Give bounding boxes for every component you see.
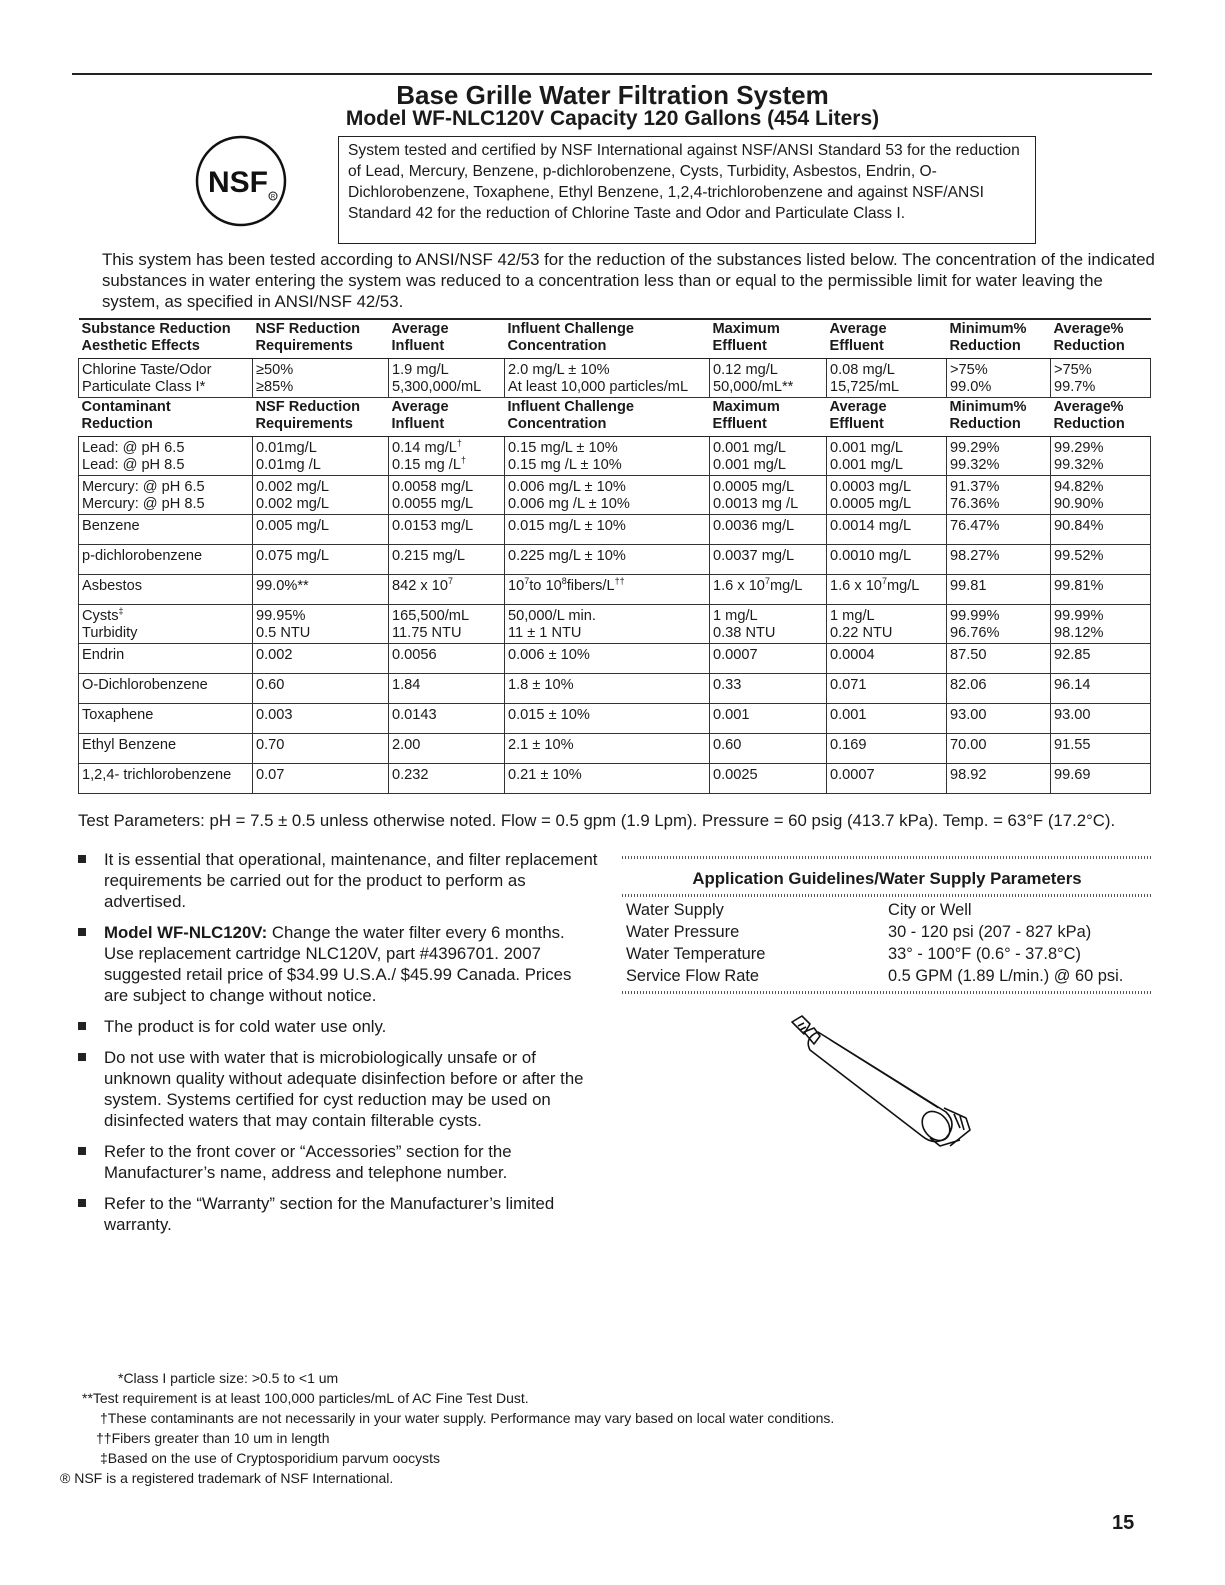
table-cell: p-dichlorobenzene: [79, 545, 253, 575]
table-row: [79, 605, 1151, 644]
page-title: Base Grille Water Filtration System: [396, 80, 829, 110]
list-item: Refer to the “Warranty” section for the Manufacturer’s limited warranty.: [78, 1193, 598, 1235]
guidelines-title: Application Guidelines/Water Supply Parameters: [692, 869, 1082, 888]
nsf-logo-text: NSF: [208, 166, 268, 199]
table-cell: 99.29% 99.32%: [947, 437, 1051, 476]
table-cell: 0.003: [253, 704, 389, 734]
list-item: Do not use with water that is microbiologically unsafe or of unknown quality without adequate disinfection before or after the system. Systems certified for cyst reduction may be used on disinfected waters that may contain filterable cysts.: [78, 1047, 598, 1131]
table-row: [79, 545, 1151, 575]
table-cell: 1,2,4- trichlorobenzene: [79, 764, 253, 794]
table-cell: 0.001: [827, 704, 947, 734]
performance-data-table: [78, 318, 1151, 794]
table-cell: 93.00: [1051, 704, 1151, 734]
table-cell: 0.01mg/L 0.01mg /L: [253, 437, 389, 476]
table-cell: 0.015 ± 10%: [505, 704, 710, 734]
table-cell: 99.99% 98.12%: [1051, 605, 1151, 644]
table-row: [79, 734, 1151, 764]
table-cell: 93.00: [947, 704, 1051, 734]
table-cell: 0.002 mg/L 0.002 mg/L: [253, 476, 389, 515]
divider: [622, 991, 1152, 994]
table-cell: 0.002: [253, 644, 389, 674]
header-cell: Average% Reduction: [1051, 319, 1151, 359]
table-cell: 1.6 x $10^7mg/L$: [710, 575, 827, 605]
table-cell: 0.005 mg/L: [253, 515, 389, 545]
divider: [622, 894, 1152, 897]
table-cell: 91.55: [1051, 734, 1151, 764]
table-cell: Cysts‡ Turbidity: [79, 605, 253, 644]
table-cell: Service Flow Rate: [626, 967, 759, 985]
table-cell: 0.001: [710, 704, 827, 734]
table-cell: 0.169: [827, 734, 947, 764]
footnote: ® NSF is a registered trademark of NSF International.: [60, 1470, 394, 1486]
table-row: [79, 674, 1151, 704]
table-cell: 0.006 ± 10%: [505, 644, 710, 674]
table-cell: O-Dichlorobenzene: [79, 674, 253, 704]
table-cell: 0.0003 mg/L 0.0005 mg/L: [827, 476, 947, 515]
table-cell: 0.071: [827, 674, 947, 704]
table-cell: 0.60: [710, 734, 827, 764]
table-cell: 94.82% 90.90%: [1051, 476, 1151, 515]
table-cell: 30 - 120 psi (207 - 827 kPa): [888, 923, 1092, 941]
table-cell: 0.12 mg/L 50,000/mL**: [710, 359, 827, 398]
table-cell: Lead: @ pH 6.5 Lead: @ pH 8.5: [79, 437, 253, 476]
header-cell: NSF Reduction Requirements: [253, 319, 389, 359]
header-cell: Contaminant Reduction: [79, 398, 253, 437]
list-item: It is essential that operational, maintenance, and filter replacement requirements be carried out for the product to perform as advertised.: [78, 849, 598, 912]
table-cell: 0.07: [253, 764, 389, 794]
table-cell: 0.225 mg/L ± 10%: [505, 545, 710, 575]
table-cell: 99.99% 96.76%: [947, 605, 1051, 644]
table-row: [622, 943, 1152, 965]
table-cell: 99.0%**: [253, 575, 389, 605]
footnote: *Class I particle size: >0.5 to <1 um: [118, 1370, 339, 1386]
table-cell: 99.52%: [1051, 545, 1151, 575]
table-cell: >75% 99.7%: [1051, 359, 1151, 398]
table-row: [79, 575, 1151, 605]
table-cell: 0.006 mg/L ± 10% 0.006 mg /L ± 10%: [505, 476, 710, 515]
table-cell: 99.81%: [1051, 575, 1151, 605]
bullet-icon: [78, 1199, 86, 1207]
application-guidelines: [622, 856, 1152, 994]
table-cell: 1.6 x $10^7mg/L$: [827, 575, 947, 605]
table-cell: 92.85: [1051, 644, 1151, 674]
table-row: [79, 644, 1151, 674]
bullet-icon: [78, 855, 86, 863]
table-cell: 50,000/L min. 11 ± 1 NTU: [505, 605, 710, 644]
table-row: [622, 965, 1152, 987]
table-cell: Benzene: [79, 515, 253, 545]
table-cell: 842 x $10^7$: [389, 575, 505, 605]
table-cell: 91.37% 76.36%: [947, 476, 1051, 515]
header-cell: Maximum Effluent: [710, 319, 827, 359]
table-row: [79, 359, 1151, 398]
table-cell: 0.015 mg/L ± 10%: [505, 515, 710, 545]
model-subtitle: Model WF-NLC120V Capacity 120 Gallons (454 Liters): [345, 107, 880, 130]
table-cell: 99.29% 99.32%: [1051, 437, 1151, 476]
table-cell: 2.1 ± 10%: [505, 734, 710, 764]
header-cell: Minimum% Reduction: [947, 398, 1051, 437]
table-cell: 90.84%: [1051, 515, 1151, 545]
table-cell: 0.0058 mg/L 0.0055 mg/L: [389, 476, 505, 515]
test-parameters: Test Parameters: pH = 7.5 ± 0.5 unless otherwise noted. Flow = 0.5 gpm (1.9 Lpm). Pressure = 60 psig (413.7 kPa). Temp. = 63°F (17.2°C).: [78, 811, 1116, 830]
table-row: [79, 476, 1151, 515]
table-cell: 1 mg/L 0.22 NTU: [827, 605, 947, 644]
table-cell: 98.92: [947, 764, 1051, 794]
table-cell: 0.0025: [710, 764, 827, 794]
table-cell: 0.0153 mg/L: [389, 515, 505, 545]
table-cell: 99.95% 0.5 NTU: [253, 605, 389, 644]
table-cell: 0.21 ± 10%: [505, 764, 710, 794]
header-cell: Maximum Effluent: [710, 398, 827, 437]
table-cell: 0.70: [253, 734, 389, 764]
guidelines-table: [622, 899, 1152, 987]
table-cell: 0.0007: [827, 764, 947, 794]
table-cell: Mercury: @ pH 6.5 Mercury: @ pH 8.5: [79, 476, 253, 515]
certification-box: System tested and certified by NSF International against NSF/ANSI Standard 53 for the reduction of Lead, Mercury, Benzene, p-dichlorobenzene, Cysts, Turbidity, Asbestos, Endrin, O-Dichlorobenzene, Toxaphene, Ethyl Benzene, 1,2,4-trichlorobenzene and against NSF/ANSI Standard 42 for the reduction of Chlorine Taste and Odor and Particulate Class I.: [338, 136, 1036, 244]
table-cell: 0.0010 mg/L: [827, 545, 947, 575]
table-cell: 165,500/mL 11.75 NTU: [389, 605, 505, 644]
bullet-icon: [78, 1147, 86, 1155]
table-cell: 0.33: [710, 674, 827, 704]
table-cell: 0.60: [253, 674, 389, 704]
svg-text:R: R: [270, 194, 276, 201]
table-cell: 0.001 mg/L 0.001 mg/L: [827, 437, 947, 476]
header-cell: Average Effluent: [827, 319, 947, 359]
table-row: [79, 515, 1151, 545]
table-row: [622, 921, 1152, 943]
list-item: Refer to the front cover or “Accessories” section for the Manufacturer’s name, address and telephone number.: [78, 1141, 598, 1183]
table-cell: 70.00: [947, 734, 1051, 764]
table-cell: $10^7to$ $10^8fibers/L^{\dagger\dagger}$: [505, 575, 710, 605]
table-cell: ≥50% ≥85%: [253, 359, 389, 398]
header-cell: Average% Reduction: [1051, 398, 1151, 437]
contaminant-header-row: [79, 398, 1151, 437]
header-cell: Average Influent: [389, 319, 505, 359]
table-row: [79, 764, 1151, 794]
footnote: ‡Based on the use of Cryptosporidium parvum oocysts: [100, 1450, 441, 1466]
header-cell: Influent Challenge Concentration: [505, 319, 710, 359]
table-cell: 82.06: [947, 674, 1051, 704]
header-cell: NSF Reduction Requirements: [253, 398, 389, 437]
bullet-icon: [78, 1022, 86, 1030]
table-cell: 2.00: [389, 734, 505, 764]
list-item: The product is for cold water use only.: [78, 1016, 598, 1037]
table-cell: 0.0014 mg/L: [827, 515, 947, 545]
table-row: [79, 437, 1151, 476]
footnotes: [60, 1368, 1160, 1488]
list-item: Model WF-NLC120V: Change the water filter every 6 months. Use replacement cartridge NLC120V, part #4396701. 2007 suggested retail price of $34.99 U.S.A./ $45.99 Canada. Prices are subject to change without notice.: [78, 922, 598, 1006]
table-cell: 0.215 mg/L: [389, 545, 505, 575]
table-cell: 98.27%: [947, 545, 1051, 575]
header-cell: Minimum% Reduction: [947, 319, 1051, 359]
table-cell: 0.5 GPM (1.89 L/min.) @ 60 psi.: [888, 967, 1124, 985]
table-cell: City or Well: [888, 901, 972, 919]
table-cell: 1.84: [389, 674, 505, 704]
table-cell: Chlorine Taste/Odor Particulate Class I*: [79, 359, 253, 398]
filter-cartridge-icon: [770, 1008, 990, 1148]
table-cell: 76.47%: [947, 515, 1051, 545]
table-cell: Asbestos: [79, 575, 253, 605]
table-cell: 1.8 ± 10%: [505, 674, 710, 704]
top-rule: [72, 73, 1152, 75]
nsf-logo-icon: [194, 134, 288, 228]
table-cell: 99.81: [947, 575, 1051, 605]
footnote: †These contaminants are not necessarily in your water supply. Performance may vary based on local water conditions.: [100, 1410, 835, 1426]
table-cell: 0.0004: [827, 644, 947, 674]
aesthetic-header-row: [79, 319, 1151, 359]
table-cell: 0.0036 mg/L: [710, 515, 827, 545]
table-cell: 0.14 mg/L† 0.15 mg /L†: [389, 437, 505, 476]
intro-paragraph: This system has been tested according to ANSI/NSF 42/53 for the reduction of the substances listed below. The concentration of the indicated substances in water entering the system was reduced to a concentration less than or equal to the permissible limit for water leaving the system, as specified in ANSI/NSF 42/53.: [102, 250, 1155, 311]
table-cell: Water Pressure: [626, 923, 740, 941]
table-cell: 0.232: [389, 764, 505, 794]
footnote: **Test requirement is at least 100,000 particles/mL of AC Fine Test Dust.: [82, 1390, 529, 1406]
table-cell: >75% 99.0%: [947, 359, 1051, 398]
bullet-icon: [78, 928, 86, 936]
table-cell: 0.0056: [389, 644, 505, 674]
header-cell: Influent Challenge Concentration: [505, 398, 710, 437]
table-cell: Toxaphene: [79, 704, 253, 734]
table-cell: Water Temperature: [626, 945, 766, 963]
table-cell: 0.075 mg/L: [253, 545, 389, 575]
table-cell: 0.0143: [389, 704, 505, 734]
table-cell: 2.0 mg/L ± 10% At least 10,000 particles/mL: [505, 359, 710, 398]
header-cell: Average Influent: [389, 398, 505, 437]
footnote: ††Fibers greater than 10 um in length: [96, 1430, 330, 1446]
table-cell: 0.0037 mg/L: [710, 545, 827, 575]
table-cell: 33° - 100°F (0.6° - 37.8°C): [888, 945, 1081, 963]
table-cell: 0.15 mg/L ± 10% 0.15 mg /L ± 10%: [505, 437, 710, 476]
table-cell: 0.001 mg/L 0.001 mg/L: [710, 437, 827, 476]
notes-list: [78, 849, 598, 1245]
bullet-icon: [78, 1053, 86, 1061]
table-cell: 1.9 mg/L 5,300,000/mL: [389, 359, 505, 398]
table-cell: 0.0005 mg/L 0.0013 mg /L: [710, 476, 827, 515]
table-cell: 87.50: [947, 644, 1051, 674]
table-cell: 0.08 mg/L 15,725/mL: [827, 359, 947, 398]
table-row: [79, 704, 1151, 734]
table-cell: 99.69: [1051, 764, 1151, 794]
table-cell: 1 mg/L 0.38 NTU: [710, 605, 827, 644]
header-cell: Substance Reduction Aesthetic Effects: [79, 319, 253, 359]
table-cell: Water Supply: [626, 901, 724, 919]
header-cell: Average Effluent: [827, 398, 947, 437]
table-cell: 0.0007: [710, 644, 827, 674]
table-row: [622, 899, 1152, 921]
table-cell: Endrin: [79, 644, 253, 674]
table-cell: 96.14: [1051, 674, 1151, 704]
table-cell: Ethyl Benzene: [79, 734, 253, 764]
page-number: 15: [1112, 1512, 1135, 1534]
